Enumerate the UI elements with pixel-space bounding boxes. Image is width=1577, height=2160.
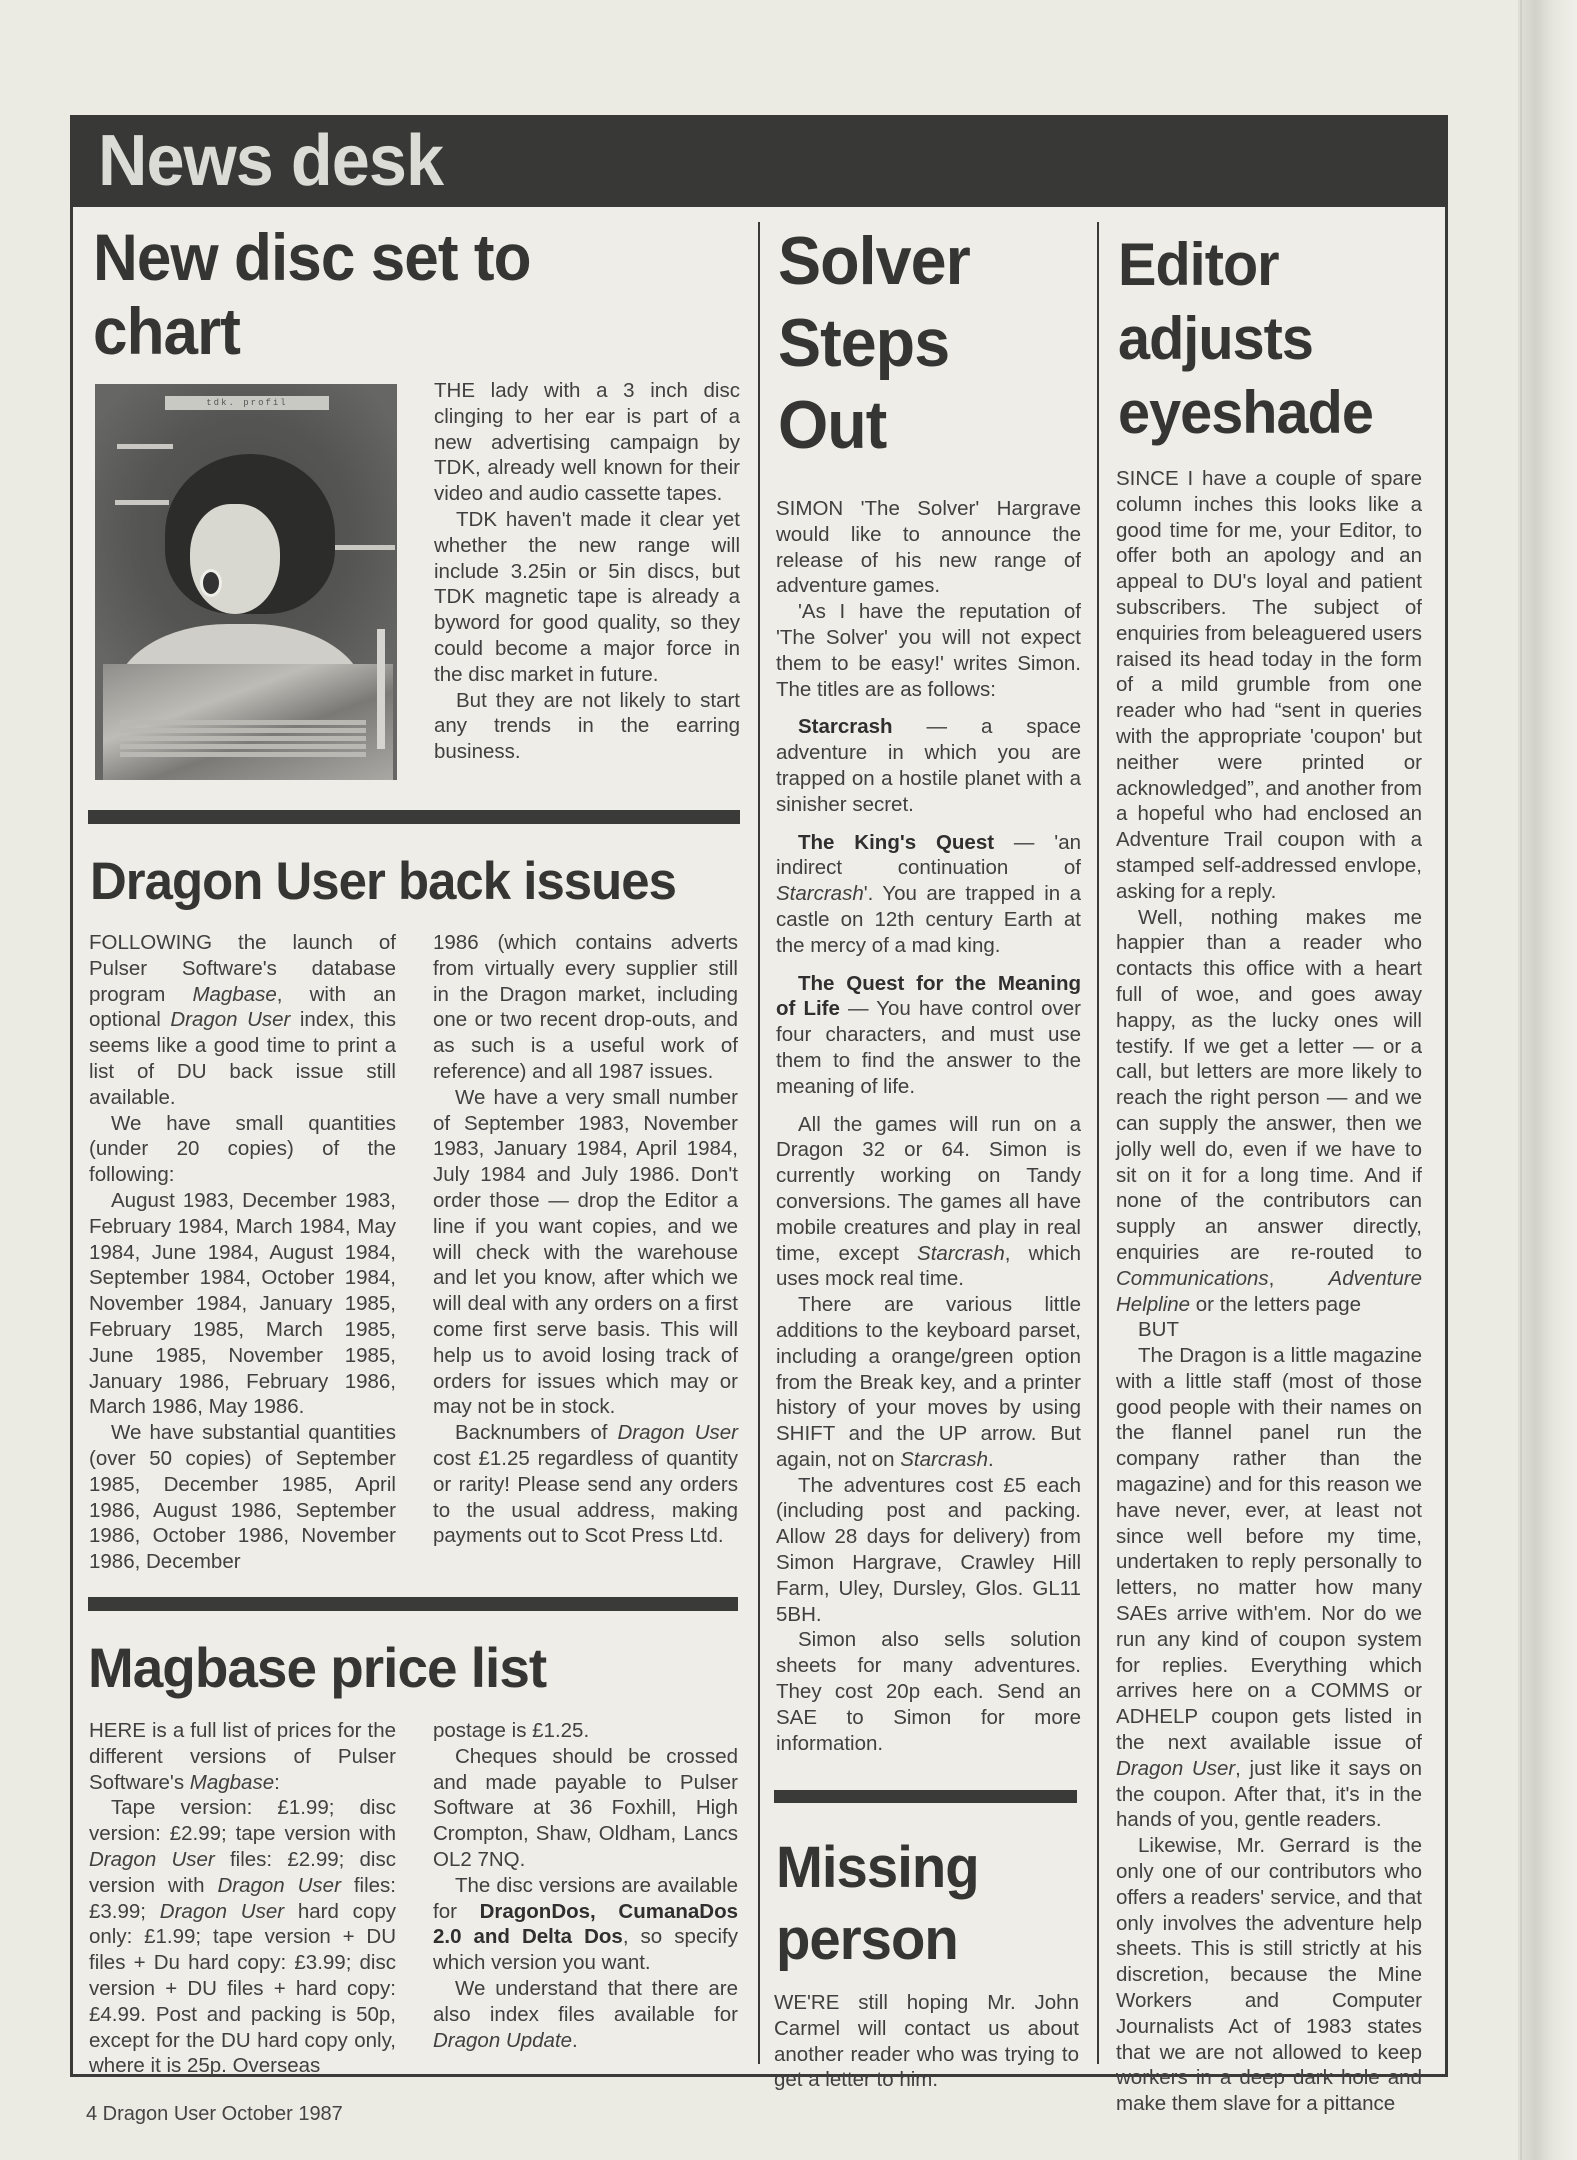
paragraph: The disc versions are available for DragonDos, CumanaDos 2.0 and Delta Dos, so specify which version you want.: [433, 1873, 738, 1975]
game-entry-kings-quest: The King's Quest — 'an indirect continuation of Starcrash'. You are trapped in a castle on 12th century Earth at the mercy of a mad king.: [776, 830, 1081, 957]
headline-missing-person: [776, 1832, 979, 1976]
paragraph: SIMON 'The Solver' Hargrave would like to announce the release of his new range of adventure games.: [776, 497, 1081, 598]
paragraph: But they are not likely to start any trends in the earring business.: [434, 688, 740, 764]
paragraph: We have substantial quantities (over 50 copies) of September 1985, December 1985, April 1986, August 1986, September 1986, October 1986, November 1986, December: [89, 1421, 396, 1574]
paragraph: We understand that there are also index files available for Dragon Update.: [433, 1976, 738, 2052]
back-issues-col2: [433, 930, 738, 1549]
headline-line: Steps: [778, 305, 950, 381]
paragraph: TDK haven't made it clear yet whether the new range will include 3.25in or 5in discs, but TDK magnetic tape is already a byword for good quality, so they could become a major force in the disc market in future.: [434, 507, 740, 686]
game-entry-starcrash: Starcrash — a space adventure in which you are trapped on a hostile planet with a sinisher secret.: [776, 715, 1081, 816]
paragraph: FOLLOWING the launch of Pulser Software's database program Magbase, with an optional Dragon User index, this seems like a good time to print a list of DU back issue still available.: [89, 931, 396, 1109]
paragraph: August 1983, December 1983, February 1984, March 1984, May 1984, June 1984, August 1984, September 1984, October 1984, November 1984, January 1985, February 1985, March 1985, June 1985, November 1985, January 1986, February 1986, March 1986, May 1986.: [89, 1188, 396, 1419]
section-masthead: [70, 115, 1448, 207]
paragraph: Tape version: £1.99; disc version: £2.99; tape version with Dragon User files: £2.99; disc version with Dragon User files: £3.99; Dragon User hard copy only: £1.99; tape version + DU files + Du hard copy: £3.99; disc version + DU files + hard copy: £4.99. Post and packing is 50p, except for the DU hard copy only, where it is 25p. Overseas: [89, 1796, 396, 2078]
paragraph: WE'RE still hoping Mr. John Carmel will contact us about another reader who was trying to get a letter to him.: [774, 1991, 1079, 2092]
headline-line: Editor: [1118, 231, 1279, 298]
adjacent-page-edge: [1518, 0, 1577, 2160]
paragraph: Backnumbers of Dragon User cost £1.25 regardless of quantity or rarity! Please send any orders to the usual address, making payments out to Scot Press Ltd.: [433, 1421, 738, 1548]
paragraph: 1986 (which contains adverts from virtually every supplier still in the Dragon market, including one or two recent drop-outs, and as such is a useful work of reference) and all 1987 issues.: [433, 931, 738, 1083]
headline-line: Solver: [778, 223, 970, 299]
paragraph: There are various little additions to the keyboard parset, including a orange/green option from the Break key, and a printer history of your moves by using SHIFT and the UP arrow. But again, not on Starcrash.: [776, 1293, 1081, 1471]
game-entry-meaning-of-life: The Quest for the Meaning of Life — You have control over four characters, and must use them to find the answer to the meaning of life.: [776, 971, 1081, 1098]
paragraph: Well, nothing makes me happier than a reader who contacts this office with a heart full of woe, and goes away happy, as the lucky ones will testify. If we get a letter — or a call, but letters are more likely to reach the right person — and we can supply the answer, then we jolly well do, even if we have to sit on it for a long time. And if none of the contributors can supply an answer directly, enquiries are re-routed to Communications, Adventure Helpline or the letters page: [1116, 905, 1422, 1316]
headline-new-disc: [93, 220, 531, 368]
photo-caption-strip: tdk. profil kompatibla.: [165, 396, 329, 410]
disc-earring-icon: [200, 569, 222, 597]
divider-bar: [88, 1597, 738, 1611]
paragraph: We have small quantities (under 20 copies) of the following:: [89, 1111, 396, 1187]
magbase-col1: [89, 1718, 396, 2079]
back-issues-col1: [89, 930, 396, 1575]
headline-line: eyeshade: [1118, 379, 1373, 446]
tdk-advert-photo: [95, 384, 397, 780]
article-new-disc-body: [434, 378, 740, 765]
paragraph: SINCE I have a couple of spare column inches this looks like a good time for me, your Editor, to offer both an apology and an appeal to DU's loyal and patient subscribers. The subject of enquiries from beleaguered users raised its head today in the form of a mild grumble from one reader who had “sent in queries with the appropriate 'coupon' but neither were printed or acknowledged”, and another from a hopeful who had enclosed an Adventure Trail coupon with a stamped self-addressed envlope, asking for a reply.: [1116, 467, 1422, 903]
headline-magbase: Magbase price list: [88, 1636, 547, 1699]
paragraph: THE lady with a 3 inch disc clinging to her ear is part of a new advertising campaign by TDK, already well known for their video and audio cassette tapes.: [434, 379, 740, 506]
headline-back-issues: Dragon User back issues: [90, 852, 676, 911]
headline-editor: [1118, 228, 1373, 450]
headline-solver: [778, 220, 970, 466]
headline-line: person: [776, 1907, 958, 1972]
missing-person-body: [774, 1990, 1079, 2093]
paragraph: We have a very small number of September 1983, November 1983, January 1984, April 1984, July 1984 and July 1986. Don't order those — drop the Editor a line if you want copies, and we will check with the warehouse and let you know, after which we will deal with any orders on a first come first serve basis. This will help us to avoid losing track of orders for issues which may or may not be in stock.: [433, 1085, 738, 1419]
paragraph: Simon also sells solution sheets for many adventures. They cost 20p each. Send an SAE to Simon for more information.: [776, 1628, 1081, 1755]
headline-line: Missing: [776, 1835, 979, 1900]
divider-bar: [774, 1790, 1077, 1803]
column-rule-1: [758, 222, 760, 2064]
paragraph: Likewise, Mr. Gerrard is the only one of our contributors who offers a readers' service, and that only involves the adventure help sheets. This is still strictly at his discretion, because the Mine Workers and Computer Journalists Act of 1983 states that we are not allowed to keep workers in a deep dark hole and make them slave for a pittance: [1116, 1834, 1422, 2116]
headline-line: adjusts: [1118, 305, 1313, 372]
paragraph: All the games will run on a Dragon 32 or 64. Simon is currently working on Tandy conversions. The games all have mobile creatures and play in real time, except Starcrash, which uses mock real time.: [776, 1112, 1081, 1291]
paragraph: The adventures cost £5 each (including post and packing. Allow 28 days for delivery) from Simon Hargrave, Crawley Hill Farm, Uley, Dursley, Glos. GL11 5BH.: [776, 1473, 1081, 1626]
paragraph: HERE is a full list of prices for the different versions of Pulser Software's Magbase:: [89, 1719, 396, 1794]
divider-bar: [88, 810, 740, 824]
paragraph: 'As I have the reputation of 'The Solver' you will not expect them to be easy!' writes Simon. The titles are as follows:: [776, 600, 1081, 701]
section-title: News desk: [98, 121, 444, 201]
paragraph: postage is £1.25.: [433, 1719, 590, 1742]
column-rule-2: [1097, 222, 1099, 2064]
paragraph: The Dragon is a little magazine with a little staff (most of those good people with their names on the flannel panel run the company rather than the magazine) and for this reason we have never, ever, at least not since well before my time, undertaken to reply personally to letters, no matter how many SAEs arrive with'em. Nor do we run any kind of coupon system for replies. Everything which arrives here on a COMMS or ADHELP coupon gets listed in the next available issue of Dragon User, just like it says on the coupon. After that, it's in the hands of you, gentle readers.: [1116, 1344, 1422, 1832]
solver-body: [776, 496, 1081, 1756]
headline-line: New disc set to: [93, 220, 531, 294]
paragraph: Cheques should be crossed and made payable to Pulser Software at 36 Foxhill, High Crompton, Shaw, Oldham, Lancs OL2 7NQ.: [433, 1744, 738, 1871]
headline-line: Out: [778, 387, 887, 463]
editor-body: [1116, 466, 1422, 2117]
page-footer: 4 Dragon User October 1987: [86, 2103, 343, 2125]
magbase-col2: [433, 1718, 738, 2053]
headline-line: chart: [93, 294, 241, 368]
paragraph: BUT: [1138, 1318, 1179, 1342]
